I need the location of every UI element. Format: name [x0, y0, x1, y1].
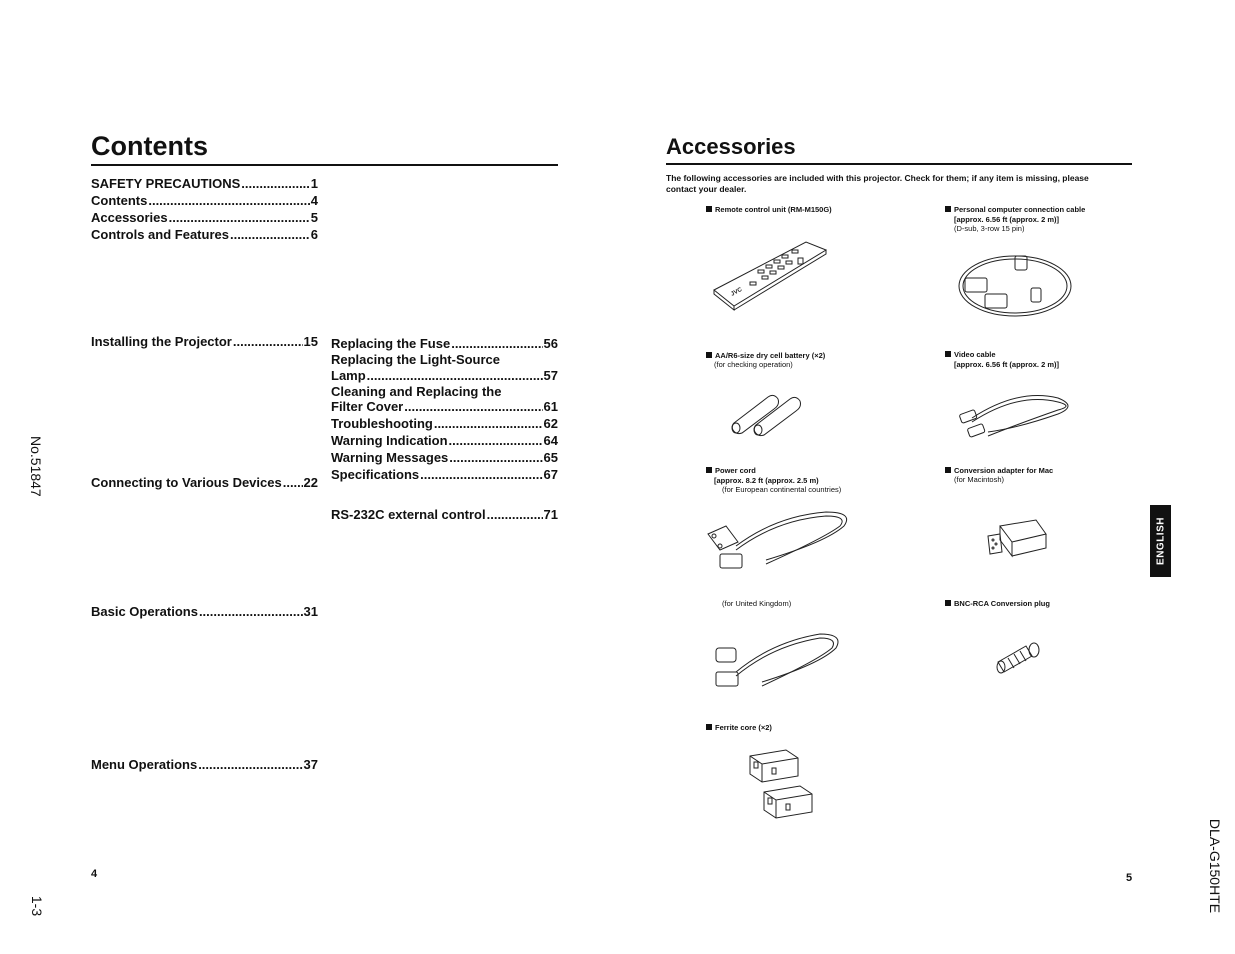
toc-entry-controls[interactable]: Controls and Features ..... 6	[91, 227, 318, 243]
toc-entry-menu[interactable]: Menu Operations ..... 37	[91, 757, 318, 773]
toc-entry-lamp[interactable]: Lamp ..... 57	[331, 368, 558, 384]
accessory-ferrite-core-label: Ferrite core (×2)	[706, 723, 772, 733]
mac-adapter-illustration	[984, 518, 1050, 560]
accessory-video-cable-spec: [approx. 6.56 ft (approx. 2 m)]	[954, 360, 1060, 369]
toc-entry-filter-line1: Cleaning and Replacing the	[331, 384, 502, 399]
toc-entry-safety[interactable]: SAFETY PRECAUTIONS ..... 1	[91, 176, 318, 192]
square-bullet-icon	[706, 352, 712, 358]
toc-entry-warning-indication[interactable]: Warning Indication ..... 64	[331, 433, 558, 449]
margin-doc-number: No.51847	[28, 436, 44, 497]
model-number: DLA-G150HTE	[1207, 818, 1223, 914]
accessory-battery-label: AA/R6-size dry cell battery (×2)	[706, 351, 825, 361]
accessory-pc-cable-note: (D-sub, 3-row 15 pin)	[954, 224, 1025, 233]
accessory-power-cord-label: Power cord	[706, 466, 756, 476]
toc-entry-warning-messages[interactable]: Warning Messages ..... 65	[331, 450, 558, 466]
square-bullet-icon	[945, 206, 951, 212]
vga-cable-illustration	[955, 248, 1075, 326]
square-bullet-icon	[945, 467, 951, 473]
bnc-plug-illustration	[994, 640, 1042, 676]
video-cable-illustration	[958, 388, 1076, 440]
accessory-power-cord-uk-note: (for United Kingdom)	[722, 599, 792, 608]
svg-text:JVC: JVC	[730, 286, 744, 298]
left-page-number: 4	[91, 868, 98, 880]
accessories-intro: The following accessories are included with this projector. Check for them; if any item is missing, please contact your dealer.	[666, 173, 1089, 194]
accessories-rule	[666, 163, 1132, 165]
battery-illustration	[728, 393, 804, 435]
square-bullet-icon	[945, 600, 951, 606]
accessory-battery-note: (for checking operation)	[714, 360, 793, 369]
square-bullet-icon	[945, 351, 951, 357]
accessory-bnc-plug-label: BNC-RCA Conversion plug	[945, 599, 1050, 609]
square-bullet-icon	[706, 724, 712, 730]
right-page-number: 5	[1126, 872, 1133, 884]
toc-entry-connecting[interactable]: Connecting to Various Devices ..... 22	[91, 475, 318, 491]
square-bullet-icon	[706, 206, 712, 212]
toc-entry-lamp-line1: Replacing the Light-Source	[331, 352, 501, 367]
accessory-pc-cable-label: Personal computer connection cable	[945, 205, 1085, 215]
remote-control-illustration	[710, 238, 828, 310]
toc-entry-basic[interactable]: Basic Operations ..... 31	[91, 604, 318, 620]
power-cord-uk-illustration	[712, 628, 844, 694]
toc-entry-fuse[interactable]: Replacing the Fuse ..... 56	[331, 336, 558, 352]
toc-entry-contents[interactable]: Contents ..... 4	[91, 193, 318, 209]
accessories-title: Accessories	[666, 134, 796, 159]
contents-rule	[91, 164, 558, 166]
language-tab: ENGLISH	[1150, 505, 1171, 577]
accessory-video-cable-label: Video cable	[945, 350, 996, 360]
toc-entry-rs232c[interactable]: RS-232C external control ..... 71	[331, 507, 558, 523]
accessory-power-cord-spec: [approx. 8.2 ft (approx. 2.5 m)	[714, 476, 819, 485]
toc-entry-filter[interactable]: Filter Cover ..... 61	[331, 399, 558, 415]
accessory-mac-adapter-note: (for Macintosh)	[954, 475, 1005, 484]
accessory-pc-cable-spec: [approx. 6.56 ft (approx. 2 m)]	[954, 215, 1060, 224]
accessory-power-cord-note: (for European continental countries)	[722, 485, 842, 494]
power-cord-illustration	[706, 506, 856, 574]
contents-title: Contents	[91, 131, 208, 161]
toc-entry-specifications[interactable]: Specifications ..... 67	[331, 467, 558, 483]
toc-entry-accessories[interactable]: Accessories ..... 5	[91, 210, 318, 226]
accessory-mac-adapter-label: Conversion adapter for Mac	[945, 466, 1053, 476]
margin-page-ref: 1-3	[29, 895, 45, 917]
square-bullet-icon	[706, 467, 712, 473]
ferrite-core-illustration	[746, 746, 838, 822]
toc-entry-troubleshooting[interactable]: Troubleshooting ..... 62	[331, 416, 558, 432]
toc-entry-installing[interactable]: Installing the Projector ..... 15	[91, 334, 318, 350]
accessory-remote-label: Remote control unit (RM-M150G)	[706, 205, 832, 215]
